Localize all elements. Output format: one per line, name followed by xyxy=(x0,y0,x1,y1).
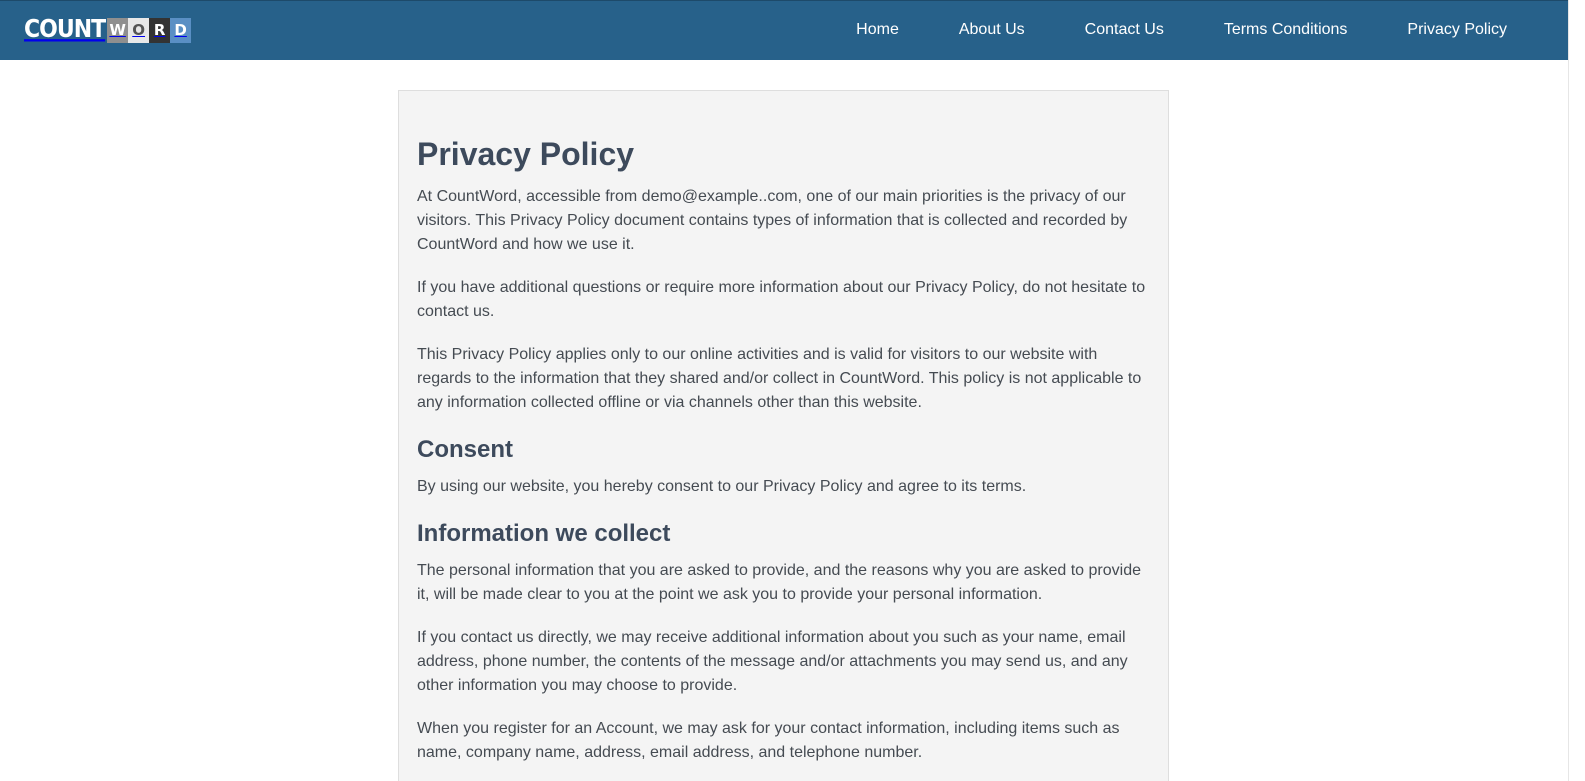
main-nav xyxy=(856,1,1568,59)
privacy-policy-card xyxy=(398,90,1169,781)
top-navbar xyxy=(0,0,1568,60)
info-collect-paragraph-1: The personal information that you are asked to provide, and the reasons why you are asked to provide it, will be made clear to you at the point we ask you to provide your personal information. xyxy=(417,562,1141,603)
consent-heading: Consent xyxy=(417,436,513,463)
info-collect-paragraph-2: If you contact us directly, we may receive additional information about you such as your name, email address, phone number, the contents of the message and/or attachments you may send us, and any other information you may choose to provide. xyxy=(417,629,1128,694)
nav-privacy-policy-link[interactable]: Privacy Policy xyxy=(1407,21,1507,38)
nav-contact-us-link[interactable]: Contact Us xyxy=(1084,21,1164,38)
nav-about-us-link[interactable]: About Us xyxy=(958,21,1025,38)
logo-word: COUNT xyxy=(24,15,106,44)
logo-tile-d: D xyxy=(170,18,191,43)
consent-paragraph: By using our website, you hereby consent to our Privacy Policy and agree to its terms. xyxy=(417,478,1027,495)
intro-paragraph-2: If you have additional questions or require more information about our Privacy Policy, do not hesitate to contact us. xyxy=(417,279,1146,320)
logo-tile-r: R xyxy=(149,18,170,43)
page-title: Privacy Policy xyxy=(417,136,635,172)
nav-home-link[interactable]: Home xyxy=(856,21,899,38)
intro-paragraph-3: This Privacy Policy applies only to our online activities and is valid for visitors to our website with regards to the information that they shared and/or collect in CountWord. This policy is not applicable to any information collected offline or via channels other than this website. xyxy=(417,346,1142,411)
logo-tile-o: O xyxy=(128,18,149,43)
vertical-scrollbar[interactable] xyxy=(1568,0,1585,781)
intro-paragraph-1: At CountWord, accessible from demo@example..com, one of our main priorities is the privacy of our visitors. This Privacy Policy document contains types of information that is collected and recorded by CountWord and how we use it. xyxy=(417,188,1128,253)
info-collect-paragraph-3: When you register for an Account, we may ask for your contact information, including items such as name, company name, address, email address, and telephone number. xyxy=(417,720,1120,761)
site-logo[interactable] xyxy=(24,16,191,44)
logo-tile-w: W xyxy=(107,18,128,43)
nav-terms-conditions-link[interactable]: Terms Conditions xyxy=(1223,21,1348,38)
information-we-collect-heading: Information we collect xyxy=(417,520,671,547)
